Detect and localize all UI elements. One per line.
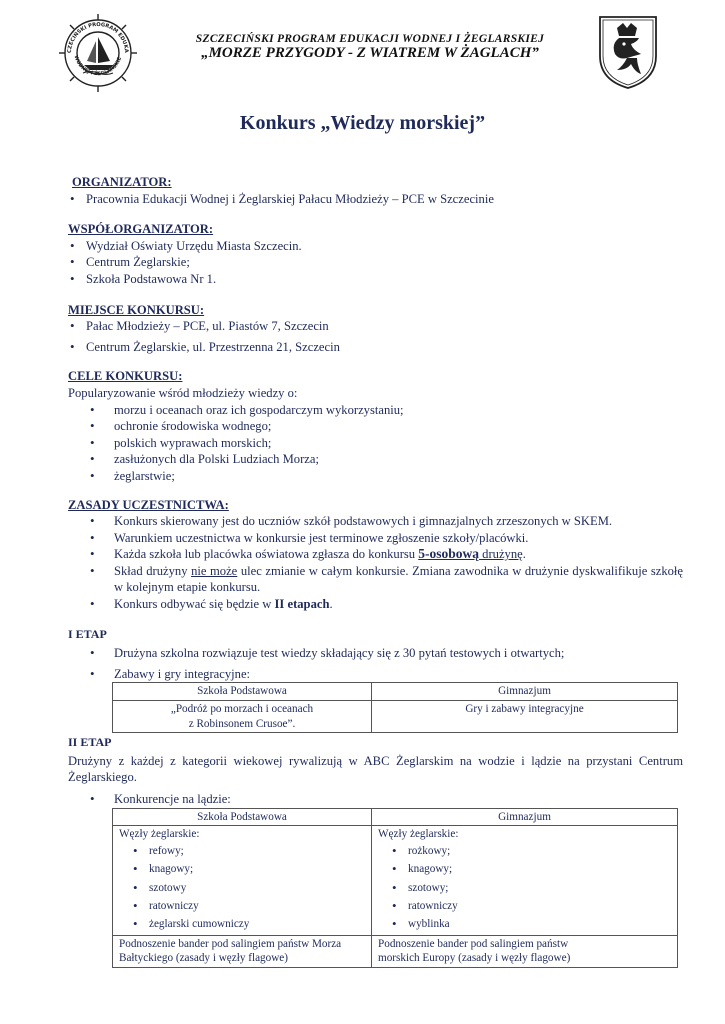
list-item: • Zabawy i gry integracyjne: <box>68 666 683 683</box>
program-logo-icon <box>58 13 138 93</box>
list-item: • knagowy; <box>119 860 365 878</box>
stage2-list <box>68 791 683 808</box>
header-slogan: „MORZE PRZYGODY - Z WIATREM W ŻAGLACH” <box>201 45 539 61</box>
list-item: • Pałac Młodzieży – PCE, ul. Piastów 7, Szczecin <box>68 318 683 335</box>
list-item: • Szkoła Podstawowa Nr 1. <box>68 271 683 288</box>
list-item <box>68 546 683 563</box>
list-item: • szotowy; <box>378 879 671 897</box>
goals-heading: CELE KONKURSU: <box>68 369 183 384</box>
list-item: • refowy; <box>119 842 365 860</box>
list-item: • Wydział Oświaty Urzędu Miasta Szczecin. <box>68 238 683 255</box>
knots-list-primary <box>119 842 365 934</box>
list-item <box>68 563 683 596</box>
list-item: • knagowy; <box>378 860 671 878</box>
table-cell <box>372 826 678 936</box>
organizer-list <box>68 191 683 208</box>
list-item: • ratowniczy <box>378 897 671 915</box>
venue-heading: MIEJSCE KONKURSU: <box>68 302 205 317</box>
rules-heading: ZASADY UCZESTNICTWA: <box>68 497 229 512</box>
cell-line: morskich Europy (zasady i węzły flagowe) <box>378 952 571 965</box>
list-item: • morzu i oceanach oraz ich gospodarczym wykorzystaniu; <box>68 402 683 419</box>
rules-item4-post: ulec zmianie w całym konkursie. Zmiana zawodnika w drużynie dyskwalifikuje szkołę w kolejnym etapie konkursu. <box>114 563 684 595</box>
coorganizer-list <box>68 238 683 288</box>
team-size: 5-osobową <box>418 546 480 562</box>
knots-label: Węzły żeglarskie: <box>378 828 459 841</box>
table-cell <box>113 826 372 936</box>
table-cell <box>113 701 372 733</box>
table-header-primary: Szkoła Podstawowa <box>113 808 372 826</box>
list-item: • szotowy <box>119 879 365 897</box>
list-item <box>68 596 683 613</box>
list-item: • Centrum Żeglarskie, ul. Przestrzenna 21, Szczecin <box>68 339 683 356</box>
list-item: • Konkurencje na lądzie: <box>68 791 683 808</box>
list-item: • zasłużonych dla Polski Ludziach Morza; <box>68 451 683 468</box>
table-header-primary: Szkoła Podstawowa <box>113 683 372 701</box>
list-item: • żeglarski cumowniczy <box>119 915 365 933</box>
list-item: • Pracownia Edukacji Wodnej i Żeglarskiej Pałacu Młodzieży – PCE w Szczecinie <box>68 191 683 208</box>
page-title: Konkurs „Wiedzy morskiej” <box>239 112 486 134</box>
stage1-table <box>112 682 678 733</box>
stages-count: II etapach <box>274 597 330 612</box>
list-item: • ratowniczy <box>119 897 365 915</box>
rules-item4-pre: Skład drużyny <box>114 563 192 578</box>
rules-item5-pre: Konkurs odbywać się będzie w <box>114 597 275 612</box>
cell-line: Podnoszenie bander pod salingiem państw Morza <box>119 937 342 950</box>
list-item: • rożkowy; <box>378 842 671 860</box>
coorganizer-heading: WSPÓŁORGANIZATOR: <box>68 222 214 237</box>
knots-label: Węzły żeglarskie: <box>119 828 200 841</box>
knots-list-gymnasium <box>378 842 671 934</box>
program-header <box>150 33 590 62</box>
logo-left-bottom-text: WODNEJ I ŻEGLARSKIE <box>72 54 124 78</box>
organizer-heading: ORGANIZATOR: <box>72 175 172 189</box>
list-item: • żeglarstwie; <box>68 468 683 485</box>
stage1-list <box>68 645 683 682</box>
list-item: • ochronie środowiska wodnego; <box>68 418 683 435</box>
rules-item4-underlined: nie może <box>191 563 238 578</box>
logo-left-top-text: CZECIŃSKI PROGRAM EDUKA <box>66 21 130 54</box>
goals-list <box>68 402 683 485</box>
venue-list <box>68 318 683 355</box>
table-cell <box>372 935 678 967</box>
stage1-heading: I ETAP <box>68 626 107 641</box>
list-item: • Warunkiem uczestnictwa w konkursie jest terminowe zgłoszenie szkoły/placówki. <box>68 530 683 547</box>
stage2-heading: II ETAP <box>68 735 112 750</box>
stage2-table <box>112 808 678 968</box>
list-item: • Drużyna szkolna rozwiązuje test wiedzy składający się z 30 pytań testowych i otwartych; <box>68 645 683 662</box>
cell-line: Bałtyckiego (zasady i węzły flagowe) <box>119 952 288 965</box>
stage2-text: Drużyny z każdej z kategorii wiekowej rywalizują w ABC Żeglarskim na wodzie i lądzie na przystani Centrum Żeglarskiego. <box>68 753 683 785</box>
rules-item3-post: drużynę <box>479 547 523 562</box>
header-program-name: SZCZECIŃSKI PROGRAM EDUKACJI WODNEJ I ŻEGLARSKIEJ <box>195 33 545 45</box>
table-cell: Gry i zabawy integracyjne <box>372 701 678 733</box>
rules-item3-end: . <box>522 547 526 562</box>
rules-item3-pre: Każda szkoła lub placówka oświatowa zgłasza do konkursu <box>114 547 419 562</box>
list-item: • wyblinka <box>378 915 671 933</box>
goals-intro: Popularyzowanie wśród młodzieży wiedzy o: <box>68 385 298 400</box>
table-header-gymnasium: Gimnazjum <box>372 683 678 701</box>
list-item: • Centrum Żeglarskie; <box>68 254 683 271</box>
list-item: • polskich wyprawach morskich; <box>68 435 683 452</box>
coat-of-arms-icon <box>597 14 659 90</box>
document-body <box>68 174 683 968</box>
table-header-gymnasium: Gimnazjum <box>372 808 678 826</box>
cell-line: Podnoszenie bander pod salingiem państw <box>378 937 569 950</box>
rules-item5-end: . <box>329 597 333 612</box>
table-cell <box>113 935 372 967</box>
list-item: • Konkurs skierowany jest do uczniów szkół podstawowych i gimnazjalnych zrzeszonych w SKEM. <box>68 513 683 530</box>
rules-list <box>68 513 683 613</box>
cell-line: z Robinsonem Crusoe”. <box>188 717 296 730</box>
cell-line: „Podróż po morzach i oceanach <box>170 703 314 716</box>
